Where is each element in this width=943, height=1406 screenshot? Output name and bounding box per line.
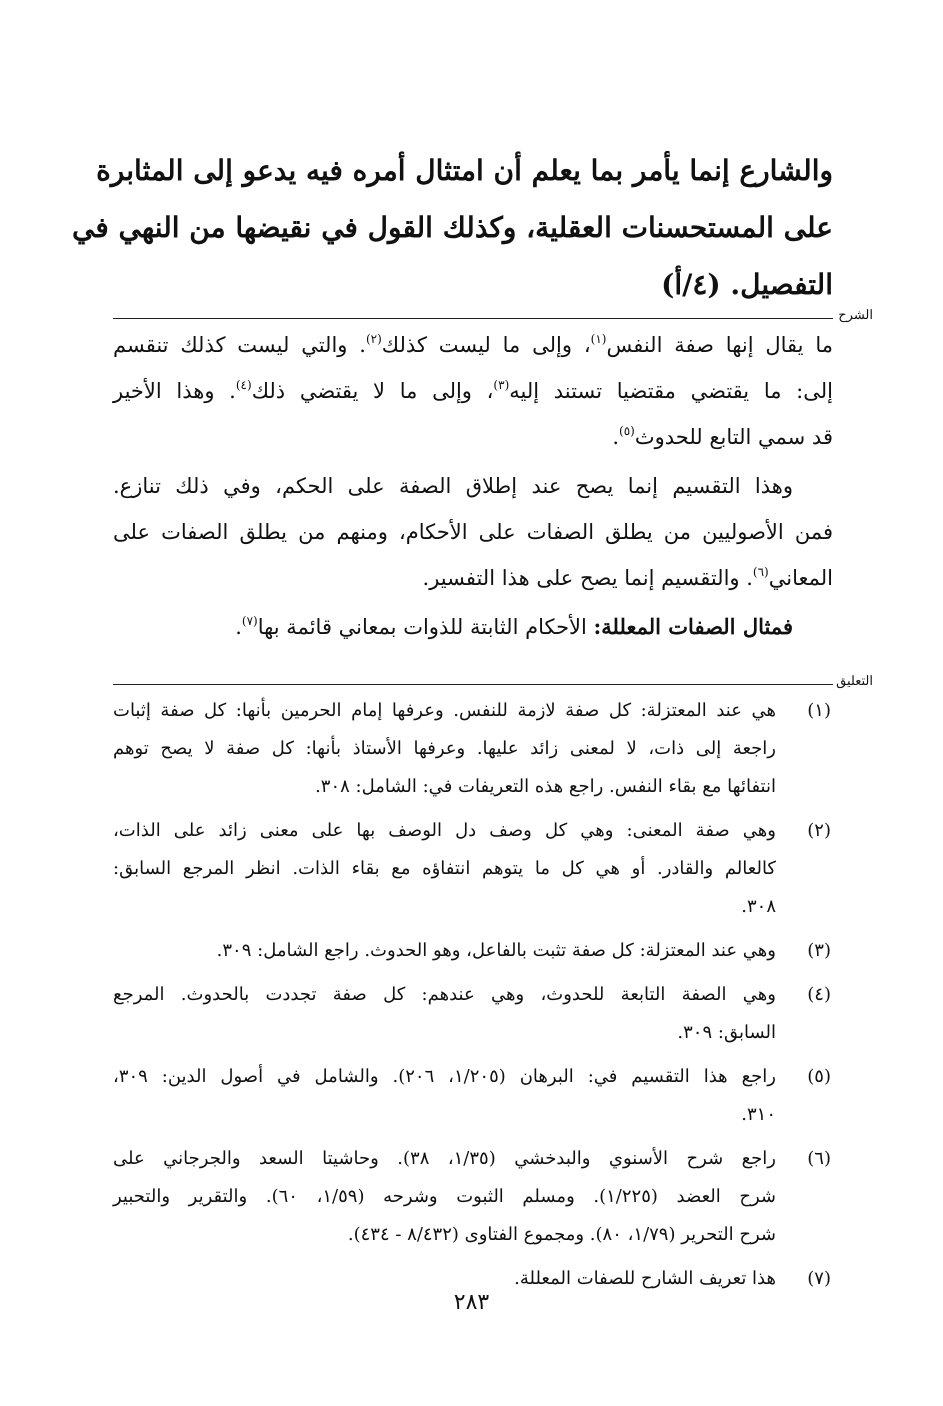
footnote-ref[interactable]: (٤) [235,378,252,392]
footnote-line: راجعة إلى ذات، لا لمعنى زائد عليها. وعرفها الأستاذ بأنها: كل صفة لا يصح توهم [113,738,776,759]
text-run: . [235,615,242,639]
notes-divider [113,684,833,685]
text-run: . والتي ليست كذلك تنقسم [113,333,366,357]
text-run: . وهذا الأخير [113,379,236,403]
footnote [113,692,831,806]
footnote-line: ٣٠٨. [741,896,776,917]
footnote-line: ٣١٠. [741,1104,776,1125]
footnotes [113,692,831,1304]
commentary-line [113,414,833,460]
text-run: ، وإلى ما ليست كذلك [381,333,591,357]
footnote [113,932,831,970]
commentary-line: وهذا التقسيم إنما يصح عند إطلاق الصفة على الحكم، وفي ذلك تنازع. [113,474,793,498]
footnote-line: راجع هذا التقسيم في: البرهان (١/٢٠٥، ٢٠٦). والشامل في أصول الدين: ٣٠٩، [113,1066,777,1087]
commentary-label: الشرح [838,308,873,323]
footnote [113,976,831,1052]
footnote-line: شرح التحرير (١/٧٩، ٨٠). ومجموع الفتاوى (٨/٤٣٢ - ٤٣٤). [347,1224,776,1245]
footnote-line: وهي صفة المعنى: وهي كل وصف دل الوصف بها على معنى زائد على الذات، [113,820,776,841]
commentary-line: فمن الأصوليين من يطلق الصفات على الأحكام، ومنهم من يطلق الصفات على [113,520,833,544]
main-text-line: والشارع إنما يأمر بما يعلم أن امتثال أمره فيه يدعو إلى المثابرة [96,154,833,187]
footnote-line: هي عند المعتزلة: كل صفة لازمة للنفس. وعرفها إمام الحرمين بأنها: كل صفة إثبات [113,700,776,721]
footnote-number: (٤) [807,984,831,1005]
commentary [113,322,833,653]
footnote-number: (٧) [807,1268,831,1289]
text-run: ما يقال إنها صفة النفس [606,333,833,357]
footnote-number: (٥) [807,1066,831,1087]
footnote-ref[interactable]: (٢) [365,332,382,346]
footnote [113,1058,831,1134]
footnote-line: شرح العضد (١/٢٢٥). ومسلم الثبوت وشرحه (١/٥٩، ٦٠). والتقرير والتحبير [113,1186,777,1207]
footnote-ref[interactable]: (١) [590,332,607,346]
footnote-line: وهي الصفة التابعة للحدوث، وهي عندهم: كل صفة تجددت بالحدوث. المرجع [113,984,776,1005]
text-run: . [612,425,619,449]
main-text-line: على المستحسنات العقلية، وكذلك القول في نقيضها من النهي في [72,211,833,244]
main-text [72,142,833,313]
main-text-line: التفصيل. (٤/أ) [661,268,833,301]
footnote-ref[interactable]: (٧) [241,614,258,628]
text-run: قد سمي التابع للحدوث [634,425,833,449]
footnote-line: راجع شرح الأسنوي والبدخشي (١/٣٥، ٣٨). وحاشيتا السعد والجرجاني على [113,1148,777,1169]
footnote-line: وهي عند المعتزلة: كل صفة تثبت بالفاعل، وهو الحدوث. راجع الشامل: ٣٠٩. [216,940,776,961]
footnote-ref[interactable]: (٣) [493,378,510,392]
text-run: ، وإلى ما لا يقتضي ذلك [251,379,494,403]
footnote-line: السابق: ٣٠٩. [677,1022,776,1043]
commentary-line [113,604,833,650]
footnote-line: انتفائها مع بقاء النفس. راجع هذه التعريفات في: الشامل: ٣٠٨. [315,776,776,797]
text-run: الأحكام الثابتة للذوات بمعاني قائمة بها [257,615,594,639]
page-number: ٢٨٣ [453,1290,490,1315]
commentary-paragraph [113,322,833,460]
commentary-line [113,368,833,414]
footnote-number: (٦) [807,1148,831,1169]
commentary-paragraph [113,463,833,601]
commentary-divider [113,318,833,319]
text-run: إلى: ما يقتضي مقتضيا تستند إليه [509,379,833,403]
footnote-number: (١) [807,700,831,721]
commentary-line [113,555,833,601]
footnote-ref[interactable]: (٥) [619,424,635,438]
footnote-ref[interactable]: (٦) [752,565,769,579]
commentary-line [113,322,833,368]
footnote [113,812,831,926]
footnote-line: كالعالم والقادر. أو هي كل ما يتوهم انتفاؤه مع بقاء الذات. انظر المرجع السابق: [113,858,776,879]
footnote-line: هذا تعريف الشارح للصفات المعللة. [514,1268,776,1289]
footnote-number: (٣) [807,940,831,961]
footnote-number: (٢) [807,820,831,841]
notes-label: التعليق [836,674,873,689]
bold-term: فمثال الصفات المعللة: [593,614,793,639]
commentary-paragraph [113,604,833,650]
text-run: المعاني [768,566,833,590]
footnote [113,1140,831,1254]
text-run: . والتقسيم إنما يصح على هذا التفسير. [422,566,753,590]
